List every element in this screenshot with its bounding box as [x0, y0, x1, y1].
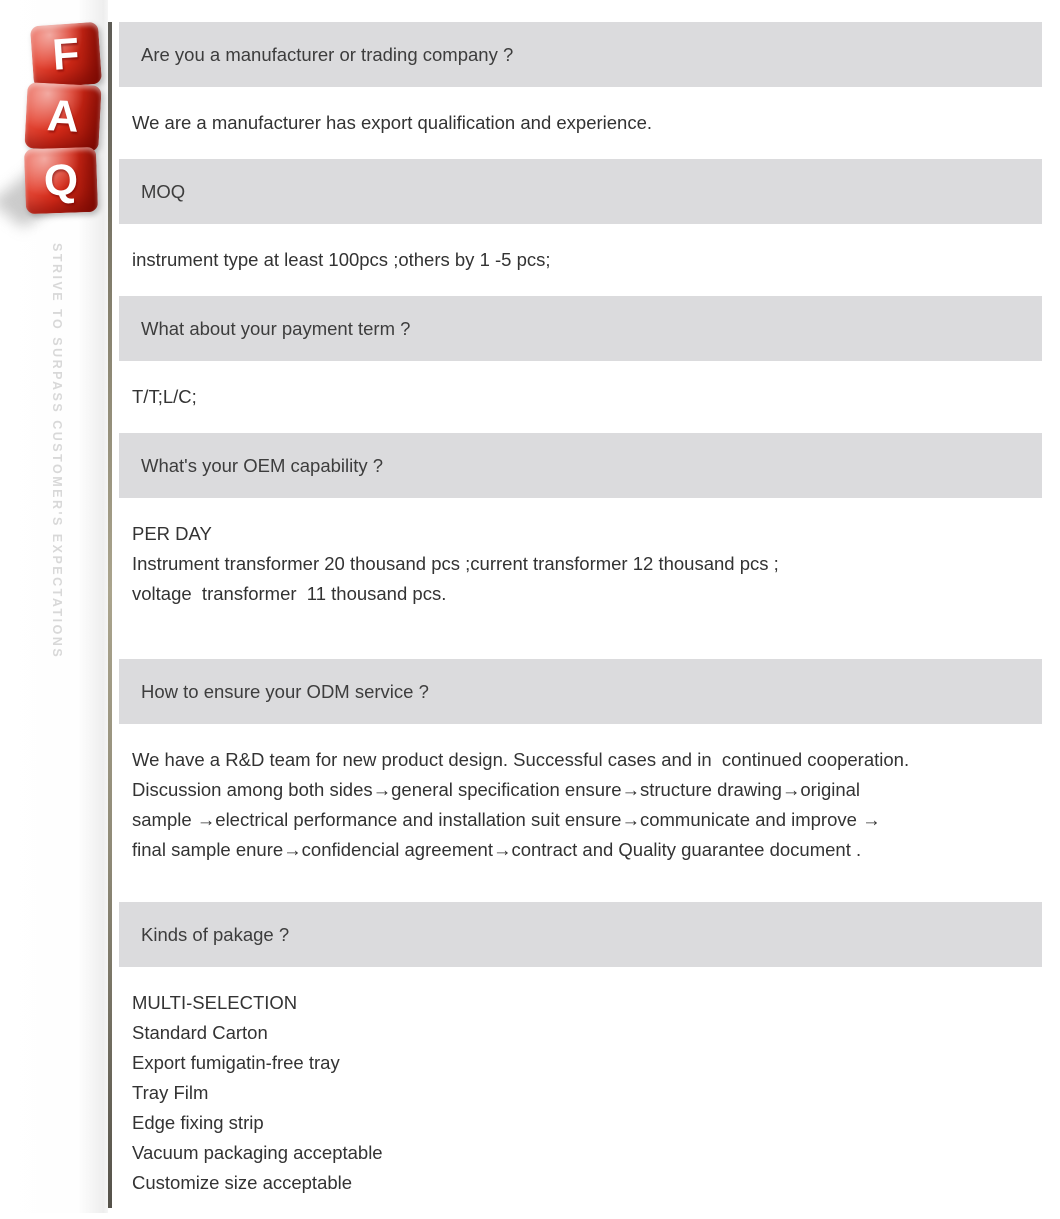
faq-answer: [119, 724, 1042, 902]
faq-answer: [119, 224, 1042, 296]
sidebar-slogan: STRIVE TO SURPASS CUSTOMER'S EXPECTATIONS: [50, 243, 64, 660]
sidebar: [0, 0, 108, 1213]
faq-section-manufacturer: [119, 22, 1042, 159]
faq-content: [119, 22, 1042, 1219]
faq-cube-letter: Q: [43, 154, 79, 206]
faq-question-text: What about your payment term ?: [141, 317, 411, 339]
faq-cube-letter: F: [50, 29, 82, 80]
faq-answer: [119, 498, 1042, 659]
faq-cube-letter: A: [45, 91, 81, 142]
faq-question-text: What's your OEM capability ?: [141, 454, 384, 476]
answer-line: Customize size acceptable: [132, 1172, 353, 1193]
faq-logo: [22, 20, 108, 215]
answer-line: Standard Carton: [132, 1022, 268, 1043]
faq-section-oem: [119, 433, 1042, 659]
answer-line: We have a R&D team for new product design. Successful cases and in continued cooperation.: [132, 749, 910, 770]
faq-question-text: MOQ: [141, 180, 186, 202]
answer-line: final sample enure→confidencial agreement→contract and Quality guarantee document .: [132, 839, 862, 860]
faq-section-moq: [119, 159, 1042, 296]
faq-cube-a-icon: [24, 82, 101, 152]
faq-question-text: How to ensure your ODM service ?: [141, 680, 429, 702]
faq-section-payment: [119, 296, 1042, 433]
answer-line: Edge fixing strip: [132, 1112, 264, 1133]
faq-question-bar: [119, 433, 1042, 498]
faq-answer: [119, 967, 1042, 1219]
faq-question-bar: [119, 902, 1042, 967]
faq-cube-q-icon: [24, 147, 98, 214]
answer-line: Tray Film: [132, 1082, 209, 1103]
answer-line: MULTI-SELECTION: [132, 992, 298, 1013]
faq-question-bar: [119, 296, 1042, 361]
faq-section-package: [119, 902, 1042, 1219]
faq-question-bar: [119, 159, 1042, 224]
faq-cube-f-icon: [30, 22, 102, 89]
vertical-divider: [108, 22, 112, 1208]
answer-line: Instrument transformer 20 thousand pcs ;current transformer 12 thousand pcs ;: [132, 553, 779, 574]
faq-question-bar: [119, 22, 1042, 87]
answer-line: PER DAY: [132, 523, 212, 544]
faq-answer: [119, 361, 1042, 433]
answer-line: Export fumigatin-free tray: [132, 1052, 340, 1073]
faq-section-odm: [119, 659, 1042, 902]
faq-answer: [119, 87, 1042, 159]
answer-line: T/T;L/C;: [132, 386, 197, 407]
faq-question-text: Are you a manufacturer or trading company ?: [141, 43, 514, 65]
answer-line: Vacuum packaging acceptable: [132, 1142, 383, 1163]
faq-question-text: Kinds of pakage ?: [141, 923, 290, 945]
answer-line: Discussion among both sides→general specification ensure→structure drawing→original: [132, 779, 861, 800]
faq-question-bar: [119, 659, 1042, 724]
answer-line: sample →electrical performance and installation suit ensure→communicate and improve →: [132, 809, 881, 830]
answer-line: voltage transformer 11 thousand pcs.: [132, 583, 447, 604]
answer-line: We are a manufacturer has export qualification and experience.: [132, 112, 653, 133]
answer-line: instrument type at least 100pcs ;others by 1 -5 pcs;: [132, 249, 551, 270]
